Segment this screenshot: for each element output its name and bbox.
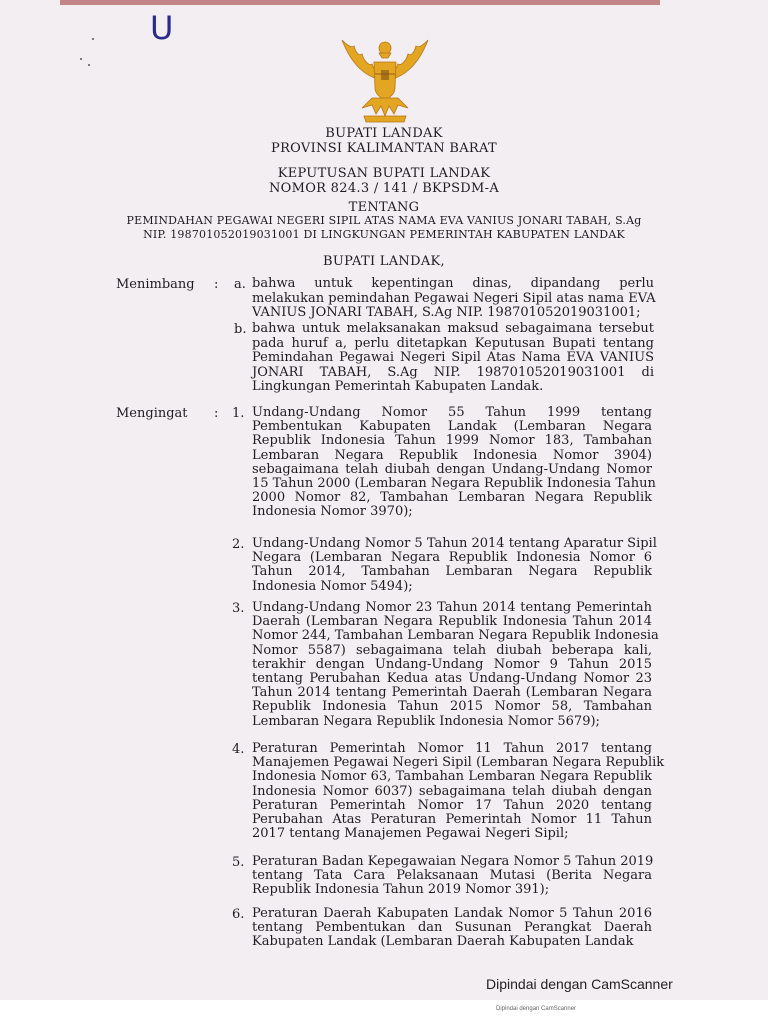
- item-text-line: melakukan pemindahan Pegawai Negeri Sipil atas nama EVA: [252, 290, 656, 306]
- item-text-line: Daerah (Lembaran Negara Republik Indonesia Tahun 2014: [252, 614, 652, 630]
- item-text-line: Kabupaten Landak (Lembaran Daerah Kabupaten Landak: [252, 934, 634, 950]
- mengingat-label: Mengingat: [116, 406, 188, 421]
- item-text-line: 2017 tentang Manajemen Pegawai Negeri Sipil;: [252, 826, 569, 842]
- item-text-line: Peraturan Badan Kepegawaian Negara Nomor 5 Tahun 2019: [252, 854, 654, 869]
- item-text-line: Manajemen Pegawai Negeri Sipil (Lembaran Negara Republik: [252, 755, 665, 771]
- issuer-province: PROVINSI KALIMANTAN BARAT: [271, 141, 497, 156]
- top-edge-strip: [60, 0, 660, 5]
- camscanner-footnote: Dipindai dengan CamScanner: [496, 1006, 577, 1012]
- item-text-line: tentang Pembentukan dan Susunan Perangkat Daerah: [252, 920, 652, 936]
- decree-subject-line2: NIP. 198701052019031001 DI LINGKUNGAN PEMERINTAH KABUPATEN LANDAK: [143, 228, 625, 241]
- item-text-line: bahwa untuk kepentingan dinas, dipandang perlu: [252, 276, 654, 291]
- item-text-line: Indonesia Nomor 5494);: [252, 578, 413, 594]
- item-text-line: Undang-Undang Nomor 23 Tahun 2014 tentang Pemerintah: [252, 600, 652, 615]
- item-text-line: VANIUS JONARI TABAH, S.Ag NIP. 198701052019031001;: [252, 305, 641, 320]
- item-marker: 1.: [232, 406, 245, 421]
- item-text-line: Nomor 244, Tambahan Lembaran Negara Republik Indonesia: [252, 628, 659, 644]
- item-text-line: pada huruf a, perlu ditetapkan Keputusan Bupati tentang: [252, 335, 654, 351]
- item-marker: 2.: [232, 537, 245, 552]
- issuer-title: BUPATI LANDAK: [325, 126, 443, 141]
- scan-speck: [80, 58, 82, 60]
- item-text-line: Indonesia Nomor 63, Tambahan Lembaran Negara Republik: [252, 769, 652, 785]
- item-marker: 5.: [232, 855, 245, 870]
- item-text-line: JONARI TABAH, S.Ag NIP. 198701052019031001 di: [252, 364, 654, 380]
- item-text-line: 15 Tahun 2000 (Lembaran Negara Republik Indonesia Tahun: [252, 476, 656, 491]
- menimbang-colon: :: [214, 277, 219, 292]
- decree-number: NOMOR 824.3 / 141 / BKPSDM-A: [268, 181, 500, 196]
- item-text-line: Pembentukan Kabupaten Landak (Lembaran Negara: [252, 419, 652, 435]
- item-text-line: Indonesia Nomor 3970);: [252, 504, 413, 520]
- item-text-line: Undang-Undang Nomor 55 Tahun 1999 tentang: [252, 405, 652, 420]
- item-text-line: Lingkungan Pemerintah Kabupaten Landak.: [252, 379, 544, 394]
- item-text-line: bahwa untuk melaksanakan maksud sebagaimana tersebut: [252, 321, 654, 336]
- item-marker: b.: [234, 322, 247, 337]
- item-text-line: 2000 Nomor 82, Tambahan Lembaran Negara Republik: [252, 490, 652, 506]
- item-marker: 3.: [232, 601, 245, 616]
- item-text-line: Lembaran Negara Republik Indonesia Nomor 3904): [252, 447, 652, 463]
- item-text-line: Pemindahan Pegawai Negeri Sipil Atas Nama EVA VANIUS: [252, 350, 654, 365]
- item-text-line: Peraturan Pemerintah Nomor 11 Tahun 2017 tentang: [252, 741, 652, 756]
- item-text-line: Peraturan Daerah Kabupaten Landak Nomor 5 Tahun 2016: [252, 906, 652, 921]
- scan-speck: [88, 64, 90, 66]
- item-marker: 6.: [232, 907, 245, 922]
- item-marker: 4.: [232, 742, 245, 757]
- garuda-emblem-icon: [336, 32, 434, 124]
- item-text-line: terakhir dengan Undang-Undang Nomor 9 Tahun 2015: [252, 656, 652, 672]
- item-text-line: Republik Indonesia Tahun 2015 Nomor 58, Tambahan: [252, 699, 652, 715]
- item-marker: a.: [234, 277, 246, 292]
- menimbang-label: Menimbang: [116, 277, 195, 292]
- decree-subject-line1: PEMINDAHAN PEGAWAI NEGERI SIPIL ATAS NAMA EVA VANIUS JONARI TABAH, S.Ag: [126, 214, 642, 227]
- item-text-line: Indonesia Nomor 6037) sebagaimana telah diubah dengan: [252, 783, 652, 799]
- item-text-line: Negara (Lembaran Negara Republik Indonesia Nomor 6: [252, 550, 652, 566]
- item-text-line: Undang-Undang Nomor 5 Tahun 2014 tentang Aparatur Sipil: [252, 536, 657, 551]
- item-text-line: Tahun 2014 tentang Pemerintah Daerah (Lembaran Negara: [252, 685, 652, 701]
- item-text-line: tentang Tata Cara Pelaksanaan Mutasi (Berita Negara: [252, 868, 652, 884]
- decree-title: KEPUTUSAN BUPATI LANDAK: [277, 166, 491, 181]
- item-text-line: tentang Perubahan Kedua atas Undang-Undang Nomor 23: [252, 671, 652, 686]
- item-text-line: sebagaimana telah diubah dengan Undang-Undang Nomor: [252, 461, 652, 477]
- mengingat-colon: :: [214, 406, 219, 421]
- official-heading: BUPATI LANDAK,: [323, 254, 445, 269]
- item-text-line: Lembaran Negara Republik Indonesia Nomor 5679);: [252, 713, 600, 729]
- item-text-line: Perubahan Atas Peraturan Pemerintah Nomor 11 Tahun: [252, 812, 652, 827]
- scan-speck: [92, 38, 94, 40]
- decree-tentang: TENTANG: [348, 200, 420, 215]
- handwritten-mark: U: [150, 9, 174, 47]
- item-text-line: Peraturan Pemerintah Nomor 17 Tahun 2020 tentang: [252, 797, 652, 813]
- item-text-line: Republik Indonesia Tahun 2019 Nomor 391);: [252, 882, 550, 898]
- item-text-line: Republik Indonesia Tahun 1999 Nomor 183, Tambahan: [252, 433, 652, 449]
- item-text-line: Tahun 2014, Tambahan Lembaran Negara Republik: [252, 564, 652, 580]
- item-text-line: Nomor 5587) sebagaimana telah diubah beberapa kali,: [252, 642, 652, 658]
- camscanner-watermark: Dipindai dengan CamScanner: [486, 976, 673, 992]
